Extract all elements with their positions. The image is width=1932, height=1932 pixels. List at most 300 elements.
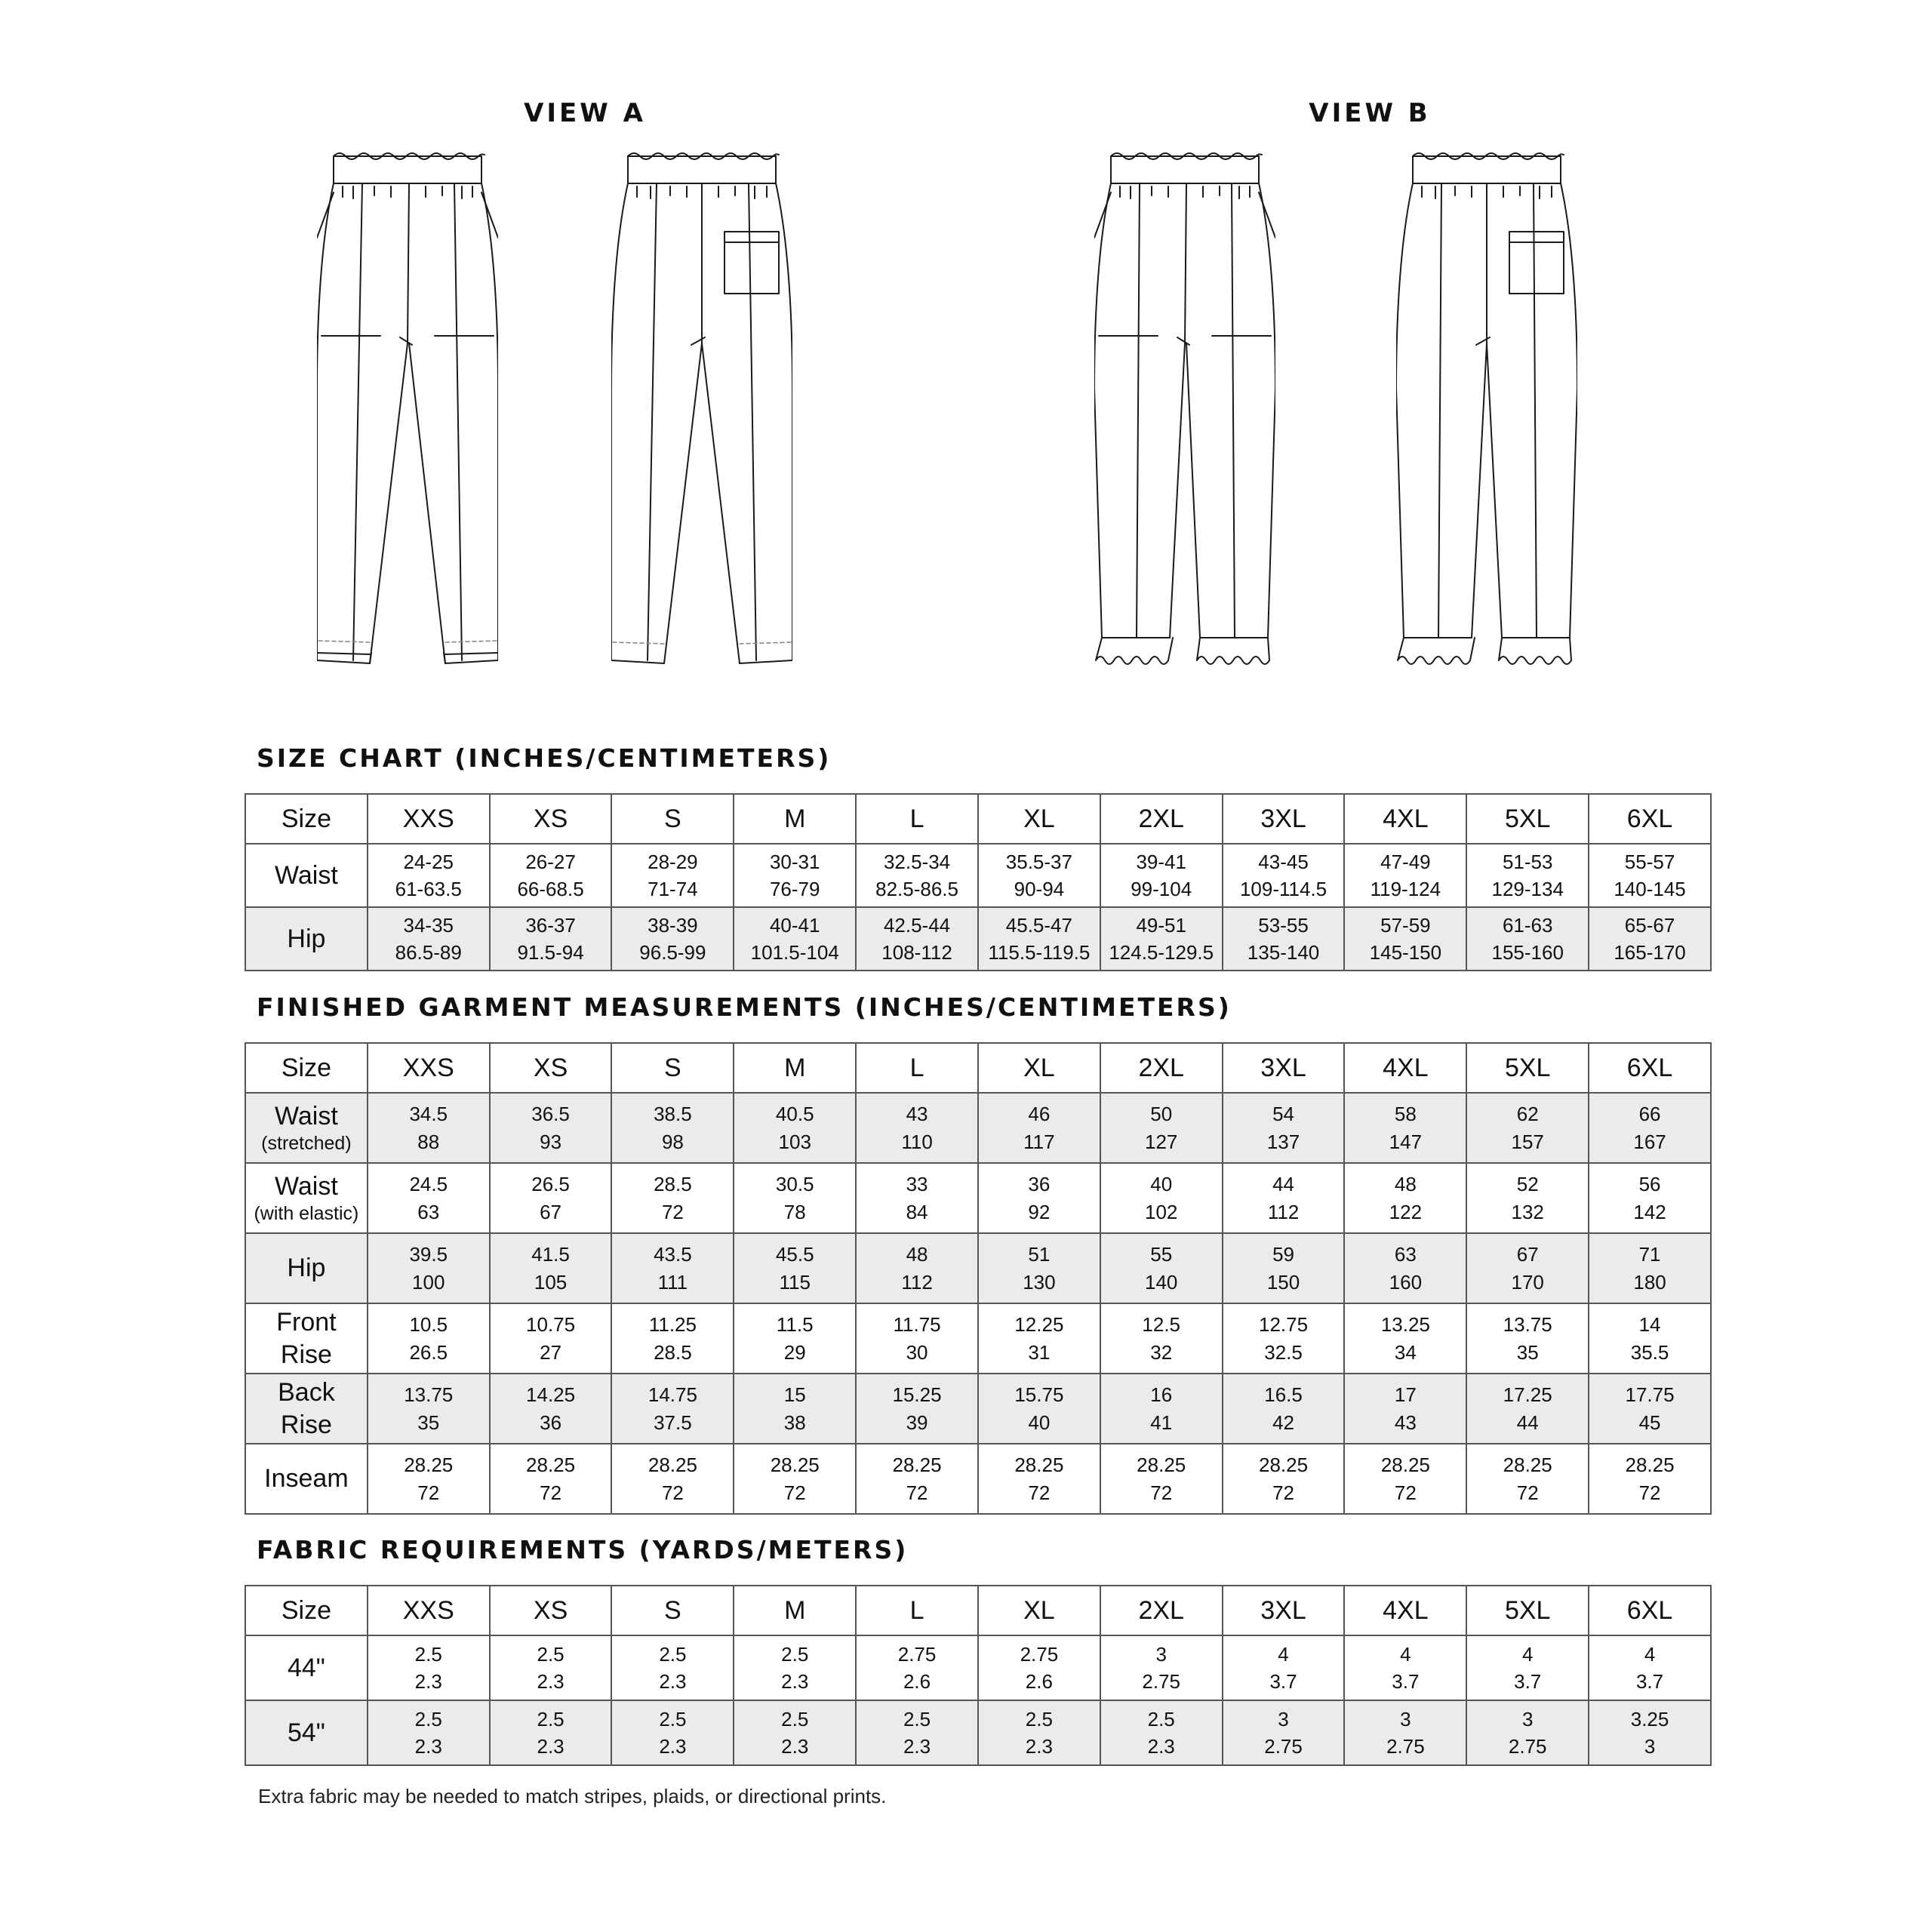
table-cell: [368, 844, 490, 907]
row-label-main: Waist: [275, 1101, 338, 1131]
table-cell: [1466, 1163, 1589, 1233]
metric-value: 2.3: [537, 1735, 565, 1758]
metric-value: 30: [906, 1340, 928, 1364]
table-cell: [1589, 1163, 1711, 1233]
imperial-value: 63: [1394, 1243, 1417, 1266]
metric-value: 72: [1638, 1481, 1661, 1504]
header-cell: 2XL: [1100, 794, 1223, 844]
imperial-value: 65-67: [1624, 913, 1675, 937]
table-cell: [978, 1635, 1100, 1700]
imperial-value: 58: [1394, 1103, 1417, 1126]
metric-value: 43: [1394, 1411, 1417, 1434]
imperial-value: 55: [1150, 1243, 1173, 1266]
metric-value: 101.5-104: [750, 941, 839, 964]
header-cell: XL: [978, 1043, 1100, 1093]
table-cell: [1344, 844, 1466, 907]
header-cell: 3XL: [1223, 1043, 1345, 1093]
imperial-value: 62: [1516, 1103, 1539, 1126]
imperial-value: 46: [1028, 1103, 1051, 1126]
imperial-value: 40-41: [769, 913, 820, 937]
imperial-value: 44: [1272, 1173, 1294, 1196]
header-cell: XXS: [368, 1586, 490, 1635]
imperial-value: 59: [1272, 1243, 1294, 1266]
header-cell: M: [734, 1043, 856, 1093]
imperial-value: 50: [1150, 1103, 1173, 1126]
imperial-value: 28.25: [404, 1454, 454, 1477]
table-cell: [490, 1444, 612, 1514]
table-cell: [1589, 1303, 1711, 1374]
metric-value: 102: [1145, 1200, 1178, 1223]
imperial-value: 71: [1638, 1243, 1661, 1266]
table-cell: [611, 1635, 734, 1700]
imperial-value: 45.5: [775, 1243, 814, 1266]
imperial-value: 12.75: [1259, 1313, 1309, 1337]
metric-value: 132: [1511, 1200, 1544, 1223]
size-chart-table: [245, 793, 1712, 971]
imperial-value: 11.25: [648, 1313, 697, 1337]
metric-value: 31: [1028, 1340, 1051, 1364]
metric-value: 40: [1028, 1411, 1051, 1434]
metric-value: 115.5-119.5: [988, 941, 1091, 964]
metric-value: 100: [412, 1270, 445, 1294]
header-cell: L: [856, 794, 978, 844]
table-cell: [490, 1233, 612, 1303]
table-cell: [734, 907, 856, 971]
header-cell: 5XL: [1466, 794, 1589, 844]
header-cell: XL: [978, 794, 1100, 844]
imperial-value: 28.25: [892, 1454, 942, 1477]
imperial-value: 41.5: [531, 1243, 570, 1266]
imperial-value: 34-35: [403, 913, 454, 937]
metric-value: 88: [417, 1130, 440, 1153]
metric-value: 135-140: [1247, 941, 1320, 964]
table-cell: [490, 1700, 612, 1765]
imperial-value: 28.25: [1014, 1454, 1064, 1477]
imperial-value: 48: [1394, 1173, 1417, 1196]
imperial-value: 15.75: [1014, 1383, 1064, 1407]
table-cell: [1223, 1444, 1345, 1514]
metric-value: 91.5-94: [517, 941, 584, 964]
metric-value: 122: [1389, 1200, 1423, 1223]
finished-measurements-header-row: [245, 1043, 1711, 1093]
table-cell: [978, 844, 1100, 907]
table-cell: [856, 1374, 978, 1444]
view-a-front-drawing: [317, 147, 498, 668]
view-a-back-drawing: [611, 147, 792, 668]
table-cell: [734, 1700, 856, 1765]
metric-value: 2.3: [659, 1735, 687, 1758]
metric-value: 34: [1394, 1340, 1417, 1364]
table-cell: [1589, 1233, 1711, 1303]
table-cell: [1100, 1093, 1223, 1163]
header-cell: 3XL: [1223, 794, 1345, 844]
row-label: [245, 1635, 368, 1700]
table-cell: [1100, 1163, 1223, 1233]
metric-value: 111: [657, 1270, 688, 1294]
table-cell: [1344, 1635, 1466, 1700]
metric-value: 37.5: [654, 1411, 692, 1434]
table-cell: [1223, 1700, 1345, 1765]
table-cell: [1466, 1093, 1589, 1163]
metric-value: 28.5: [654, 1340, 692, 1364]
metric-value: 110: [901, 1130, 933, 1153]
metric-value: 72: [540, 1481, 562, 1504]
metric-value: 72: [1028, 1481, 1051, 1504]
header-cell: 4XL: [1344, 794, 1466, 844]
imperial-value: 53-55: [1258, 913, 1309, 937]
row-label-main: Waist: [275, 860, 338, 890]
metric-value: 2.3: [781, 1735, 809, 1758]
metric-value: 2.3: [1025, 1735, 1053, 1758]
row-label-main: 44": [287, 1653, 325, 1682]
imperial-value: 16: [1150, 1383, 1173, 1407]
table-cell: [368, 1635, 490, 1700]
header-cell: S: [611, 1586, 734, 1635]
imperial-value: 43-45: [1258, 850, 1309, 873]
imperial-value: 42.5-44: [883, 913, 951, 937]
imperial-value: 56: [1638, 1173, 1661, 1196]
table-cell: [1344, 907, 1466, 971]
metric-value: 99-104: [1131, 878, 1192, 900]
table-cell: [978, 1700, 1100, 1765]
metric-value: 2.75: [1264, 1735, 1303, 1758]
metric-value: 150: [1266, 1270, 1300, 1294]
table-row: [245, 1444, 1711, 1514]
metric-value: 63: [417, 1200, 440, 1223]
table-cell: [1100, 1303, 1223, 1374]
metric-value: 155-160: [1491, 941, 1564, 964]
metric-value: 93: [540, 1130, 562, 1153]
imperial-value: 2.5: [1147, 1707, 1175, 1730]
table-cell: [611, 1093, 734, 1163]
header-cell: XS: [490, 1586, 612, 1635]
header-cell: S: [611, 794, 734, 844]
metric-value: 92: [1028, 1200, 1051, 1223]
metric-value: 3: [1644, 1735, 1656, 1758]
table-cell: [1223, 1374, 1345, 1444]
imperial-value: 38-39: [648, 913, 698, 937]
imperial-value: 28.25: [1380, 1454, 1430, 1477]
imperial-value: 15: [783, 1383, 806, 1407]
table-row: [245, 1233, 1711, 1303]
metric-value: 27: [540, 1340, 562, 1364]
table-cell: [1466, 1233, 1589, 1303]
metric-value: 71-74: [648, 878, 698, 900]
header-cell: Size: [245, 1586, 368, 1635]
metric-value: 3.7: [1514, 1670, 1542, 1693]
imperial-value: 14: [1638, 1313, 1661, 1337]
metric-value: 2.3: [414, 1735, 442, 1758]
table-cell: [611, 1303, 734, 1374]
imperial-value: 28.25: [1259, 1454, 1309, 1477]
metric-value: 61-63.5: [395, 878, 462, 900]
table-cell: [1344, 1700, 1466, 1765]
imperial-value: 38.5: [654, 1103, 692, 1126]
imperial-value: 24-25: [403, 850, 454, 873]
imperial-value: 10.75: [526, 1313, 576, 1337]
metric-value: 35: [1516, 1340, 1539, 1364]
table-cell: [611, 1444, 734, 1514]
table-cell: [1589, 1700, 1711, 1765]
metric-value: 26.5: [409, 1340, 448, 1364]
metric-value: 32: [1150, 1340, 1173, 1364]
imperial-value: 10.5: [409, 1313, 448, 1337]
size-chart-header-row: [245, 794, 1711, 844]
table-cell: [1466, 844, 1589, 907]
imperial-value: 13.75: [404, 1383, 454, 1407]
table-cell: [978, 1093, 1100, 1163]
imperial-value: 2.5: [659, 1707, 687, 1730]
imperial-value: 40: [1150, 1173, 1173, 1196]
metric-value: 157: [1511, 1130, 1544, 1153]
imperial-value: 24.5: [409, 1173, 448, 1196]
table-cell: [1344, 1303, 1466, 1374]
imperial-value: 16.5: [1264, 1383, 1303, 1407]
header-cell: XXS: [368, 1043, 490, 1093]
metric-value: 130: [1023, 1270, 1056, 1294]
metric-value: 72: [1272, 1481, 1294, 1504]
table-cell: [611, 844, 734, 907]
metric-value: 142: [1633, 1200, 1666, 1223]
metric-value: 72: [661, 1200, 684, 1223]
row-label: [245, 1093, 368, 1163]
metric-value: 2.6: [903, 1670, 931, 1693]
imperial-value: 39.5: [409, 1243, 448, 1266]
table-cell: [856, 1163, 978, 1233]
imperial-value: 40.5: [775, 1103, 814, 1126]
metric-value: 72: [1394, 1481, 1417, 1504]
metric-value: 165-170: [1614, 941, 1686, 964]
imperial-value: 30.5: [775, 1173, 814, 1196]
row-label-sub: (stretched): [261, 1133, 352, 1155]
view-a-title: VIEW A: [524, 98, 646, 128]
table-cell: [490, 907, 612, 971]
table-row: [245, 1374, 1711, 1444]
table-cell: [1223, 907, 1345, 971]
table-cell: [1223, 1635, 1345, 1700]
table-cell: [856, 1093, 978, 1163]
metric-value: 35.5: [1630, 1340, 1669, 1364]
table-row: [245, 1635, 1711, 1700]
metric-value: 84: [906, 1200, 928, 1223]
header-cell: 6XL: [1589, 1586, 1711, 1635]
imperial-value: 12.5: [1142, 1313, 1181, 1337]
metric-value: 112: [1267, 1200, 1300, 1223]
table-row: [245, 907, 1711, 971]
row-label: [245, 844, 368, 907]
table-cell: [1100, 1635, 1223, 1700]
table-cell: [1100, 1700, 1223, 1765]
imperial-value: 2.5: [537, 1642, 565, 1666]
table-cell: [1589, 1374, 1711, 1444]
imperial-value: 28-29: [648, 850, 698, 873]
metric-value: 41: [1150, 1411, 1173, 1434]
metric-value: 2.3: [659, 1670, 687, 1693]
table-cell: [1589, 844, 1711, 907]
fabric-requirements-header-row: [245, 1586, 1711, 1635]
size-chart-title: SIZE CHART (INCHES/CENTIMETERS): [257, 743, 832, 773]
imperial-value: 2.5: [659, 1642, 687, 1666]
imperial-value: 15.25: [892, 1383, 942, 1407]
imperial-value: 26.5: [531, 1173, 570, 1196]
imperial-value: 4: [1400, 1642, 1411, 1666]
imperial-value: 4: [1278, 1642, 1289, 1666]
metric-value: 36: [540, 1411, 562, 1434]
imperial-value: 3: [1521, 1707, 1534, 1730]
imperial-value: 2.5: [537, 1707, 565, 1730]
metric-value: 66-68.5: [517, 878, 584, 900]
imperial-value: 33: [906, 1173, 928, 1196]
imperial-value: 11.5: [776, 1313, 814, 1337]
imperial-value: 28.25: [1625, 1454, 1675, 1477]
imperial-value: 36.5: [531, 1103, 570, 1126]
header-cell: 6XL: [1589, 794, 1711, 844]
metric-value: 90-94: [1014, 878, 1065, 900]
imperial-value: 28.25: [770, 1454, 820, 1477]
table-cell: [368, 1163, 490, 1233]
imperial-value: 35.5-37: [1005, 850, 1072, 873]
metric-value: 2.3: [537, 1670, 565, 1693]
header-cell: XL: [978, 1586, 1100, 1635]
header-cell: Size: [245, 794, 368, 844]
finished-measurements-title: FINISHED GARMENT MEASUREMENTS (INCHES/CENTIMETERS): [257, 992, 1232, 1022]
imperial-value: 3: [1278, 1707, 1289, 1730]
imperial-value: 2.5: [781, 1642, 809, 1666]
row-label: [245, 907, 368, 971]
table-cell: [1344, 1233, 1466, 1303]
table-cell: [978, 907, 1100, 971]
metric-value: 32.5: [1264, 1340, 1303, 1364]
header-cell: 6XL: [1589, 1043, 1711, 1093]
metric-value: 2.75: [1508, 1735, 1547, 1758]
fabric-requirements-table: [245, 1585, 1712, 1766]
table-cell: [1589, 907, 1711, 971]
imperial-value: 49-51: [1136, 913, 1186, 937]
table-cell: [1223, 1303, 1345, 1374]
metric-value: 117: [1023, 1130, 1055, 1153]
metric-value: 82.5-86.5: [875, 878, 958, 900]
metric-value: 35: [417, 1411, 440, 1434]
imperial-value: 2.5: [781, 1707, 809, 1730]
row-label-sub: Rise: [280, 1410, 332, 1439]
table-cell: [978, 1374, 1100, 1444]
table-cell: [856, 1635, 978, 1700]
header-cell: M: [734, 794, 856, 844]
imperial-value: 12.25: [1014, 1313, 1064, 1337]
imperial-value: 2.75: [1020, 1642, 1059, 1666]
table-cell: [978, 1303, 1100, 1374]
table-cell: [1466, 1700, 1589, 1765]
table-cell: [1589, 1635, 1711, 1700]
fabric-requirements-title: FABRIC REQUIREMENTS (YARDS/METERS): [257, 1535, 909, 1564]
table-cell: [611, 1233, 734, 1303]
row-label: [245, 1163, 368, 1233]
table-row: [245, 1163, 1711, 1233]
imperial-value: 2.5: [414, 1642, 442, 1666]
table-cell: [856, 844, 978, 907]
imperial-value: 28.25: [1503, 1454, 1552, 1477]
table-cell: [1223, 844, 1345, 907]
imperial-value: 17.75: [1625, 1383, 1675, 1407]
table-cell: [734, 1444, 856, 1514]
header-cell: M: [734, 1586, 856, 1635]
table-row: [245, 844, 1711, 907]
metric-value: 29: [783, 1340, 806, 1364]
metric-value: 44: [1516, 1411, 1539, 1434]
table-cell: [1223, 1233, 1345, 1303]
imperial-value: 52: [1516, 1173, 1539, 1196]
metric-value: 112: [901, 1270, 933, 1294]
metric-value: 76-79: [769, 878, 820, 900]
table-cell: [1466, 1303, 1589, 1374]
metric-value: 140-145: [1614, 878, 1686, 900]
imperial-value: 2.5: [903, 1707, 931, 1730]
metric-value: 160: [1389, 1270, 1423, 1294]
imperial-value: 61-63: [1502, 913, 1553, 937]
header-cell: XS: [490, 794, 612, 844]
table-cell: [978, 1163, 1100, 1233]
metric-value: 86.5-89: [395, 941, 462, 964]
table-cell: [368, 1444, 490, 1514]
table-cell: [1344, 1374, 1466, 1444]
table-cell: [1344, 1163, 1466, 1233]
table-cell: [368, 1303, 490, 1374]
row-label: [245, 1700, 368, 1765]
imperial-value: 11.75: [893, 1313, 941, 1337]
imperial-value: 17: [1394, 1383, 1417, 1407]
row-label: [245, 1374, 368, 1444]
header-cell: 3XL: [1223, 1586, 1345, 1635]
table-cell: [734, 1303, 856, 1374]
metric-value: 42: [1272, 1411, 1294, 1434]
metric-value: 38: [783, 1411, 806, 1434]
table-cell: [368, 907, 490, 971]
metric-value: 115: [779, 1270, 811, 1294]
imperial-value: 2.5: [414, 1707, 442, 1730]
table-cell: [490, 844, 612, 907]
row-label-main: Hip: [287, 1254, 326, 1283]
header-cell: Size: [245, 1043, 368, 1093]
table-cell: [734, 844, 856, 907]
metric-value: 137: [1266, 1130, 1300, 1153]
metric-value: 170: [1511, 1270, 1544, 1294]
imperial-value: 34.5: [409, 1103, 448, 1126]
header-cell: 5XL: [1466, 1586, 1589, 1635]
header-cell: S: [611, 1043, 734, 1093]
imperial-value: 17.25: [1503, 1383, 1552, 1407]
metric-value: 119-124: [1370, 878, 1441, 900]
imperial-value: 4: [1644, 1642, 1656, 1666]
imperial-value: 32.5-34: [883, 850, 951, 873]
imperial-value: 28.5: [654, 1173, 692, 1196]
imperial-value: 55-57: [1624, 850, 1675, 873]
finished-measurements-table: [245, 1042, 1712, 1515]
metric-value: 124.5-129.5: [1109, 941, 1214, 964]
table-cell: [1100, 844, 1223, 907]
imperial-value: 14.75: [648, 1383, 697, 1407]
table-row: [245, 1700, 1711, 1765]
imperial-value: 67: [1516, 1243, 1539, 1266]
table-cell: [1589, 1444, 1711, 1514]
metric-value: 72: [417, 1481, 440, 1504]
imperial-value: 2.5: [1025, 1707, 1053, 1730]
imperial-value: 26-27: [525, 850, 576, 873]
imperial-value: 3: [1400, 1707, 1411, 1730]
table-cell: [368, 1093, 490, 1163]
row-label-main: 54": [287, 1718, 325, 1747]
table-cell: [1344, 1444, 1466, 1514]
table-cell: [1466, 907, 1589, 971]
